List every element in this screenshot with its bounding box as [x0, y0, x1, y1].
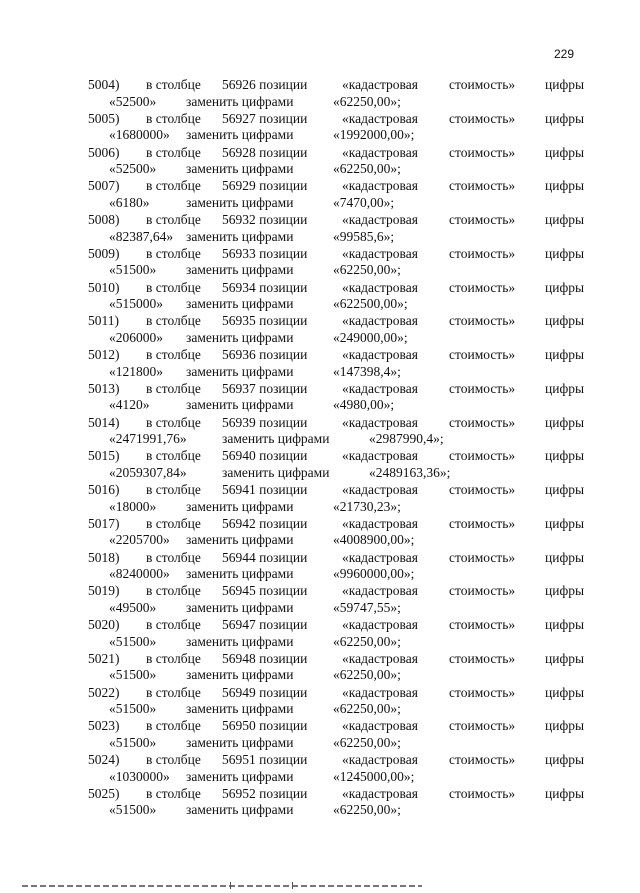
- new-value: «62250,00»;: [333, 262, 401, 278]
- replace-label: заменить цифрами: [186, 599, 294, 615]
- entry-number: 5007): [88, 178, 120, 194]
- in-column-label: в столбце: [146, 448, 201, 464]
- position-value: 56936: [222, 347, 256, 362]
- cadastral-label: «кадастровая: [342, 212, 418, 227]
- position-value: 56928: [222, 144, 256, 160]
- cadastral-label: «кадастровая: [342, 380, 418, 396]
- cadastral-label: «кадастровая: [342, 279, 418, 295]
- cadastral-label: «кадастровая: [342, 684, 418, 700]
- amendment-entry: [0, 650, 640, 684]
- position-number: [222, 717, 307, 734]
- entry-number: 5024): [88, 752, 120, 767]
- digits-label: цифры: [545, 583, 585, 599]
- position-label: позиции: [259, 77, 308, 92]
- position-number: [222, 346, 307, 363]
- cost-label: стоимость»: [449, 212, 516, 227]
- entry-number: 5017): [88, 515, 120, 531]
- position-number: [222, 481, 307, 498]
- position-number: [222, 785, 307, 802]
- amendment-entry: [0, 717, 640, 751]
- cost-label: стоимость»: [449, 617, 516, 632]
- in-column-label: в столбце: [146, 245, 201, 261]
- new-value: «4980,00»;: [333, 397, 395, 413]
- entry-number: 5005): [88, 110, 120, 126]
- new-value: «4008900,00»;: [333, 532, 415, 548]
- entry-number: 5018): [88, 549, 120, 565]
- position-label: позиции: [259, 482, 308, 497]
- entry-number: 5008): [88, 212, 120, 227]
- position-value: 56941: [222, 482, 256, 497]
- new-value: «2489163,36»;: [369, 464, 451, 480]
- position-value: 56947: [222, 617, 256, 632]
- position-label: позиции: [259, 752, 308, 767]
- position-number: [222, 245, 307, 262]
- position-number: [222, 684, 307, 701]
- old-value: «51500»: [109, 262, 157, 278]
- amendment-entry: [0, 447, 640, 481]
- position-label: позиции: [259, 380, 308, 396]
- in-column-label: в столбце: [146, 110, 201, 126]
- cadastral-label: «кадастровая: [342, 178, 418, 194]
- amendment-entry: [0, 346, 640, 380]
- amendment-entry: [0, 414, 640, 448]
- digits-label: цифры: [545, 313, 585, 329]
- new-value: «62250,00»;: [333, 633, 401, 649]
- old-value: «49500»: [109, 599, 157, 615]
- footer-rule: [22, 885, 422, 887]
- digits-label: цифры: [545, 482, 585, 497]
- cadastral-label: «кадастровая: [342, 347, 418, 362]
- cost-label: стоимость»: [449, 380, 516, 396]
- cost-label: стоимость»: [449, 549, 516, 565]
- page-number: 229: [553, 47, 574, 61]
- new-value: «1992000,00»;: [333, 127, 415, 143]
- new-value: «21730,23»;: [333, 498, 401, 514]
- position-label: позиции: [259, 650, 308, 666]
- cost-label: стоимость»: [449, 650, 516, 666]
- replace-label: заменить цифрами: [186, 228, 294, 244]
- position-number: [222, 515, 307, 532]
- digits-label: цифры: [545, 414, 585, 430]
- cadastral-label: «кадастровая: [342, 245, 418, 261]
- entry-number: 5021): [88, 650, 120, 666]
- entry-number: 5004): [88, 77, 120, 92]
- old-value: «206000»: [109, 329, 163, 345]
- new-value: «99585,6»;: [333, 228, 395, 244]
- old-value: «8240000»: [109, 566, 170, 581]
- position-label: позиции: [259, 212, 308, 227]
- position-label: позиции: [259, 785, 308, 801]
- position-label: позиции: [259, 347, 308, 362]
- old-value: «52500»: [109, 161, 157, 176]
- in-column-label: в столбце: [146, 380, 201, 396]
- entry-number: 5023): [88, 718, 120, 734]
- cost-label: стоимость»: [449, 684, 516, 700]
- new-value: «622500,00»;: [333, 296, 408, 311]
- entry-number: 5014): [88, 414, 120, 430]
- position-number: [222, 279, 307, 296]
- in-column-label: в столбце: [146, 414, 201, 430]
- amendment-entry: [0, 211, 640, 245]
- entry-number: 5011): [88, 313, 119, 329]
- entry-number: 5022): [88, 684, 120, 700]
- cadastral-label: «кадастровая: [342, 617, 418, 632]
- position-number: [222, 110, 307, 127]
- position-label: позиции: [259, 583, 308, 599]
- position-value: 56939: [222, 414, 256, 430]
- cost-label: стоимость»: [449, 245, 516, 261]
- old-value: «2471991,76»: [109, 431, 187, 446]
- replace-label: заменить цифрами: [186, 734, 294, 750]
- amendment-entry: [0, 549, 640, 583]
- amendment-entry: [0, 245, 640, 279]
- digits-label: цифры: [545, 448, 585, 464]
- cost-label: стоимость»: [449, 414, 516, 430]
- digits-label: цифры: [545, 785, 585, 801]
- replace-label: заменить цифрами: [186, 397, 294, 413]
- amendment-entry: [0, 380, 640, 414]
- cost-label: стоимость»: [449, 752, 516, 767]
- in-column-label: в столбце: [146, 313, 201, 329]
- position-value: 56937: [222, 380, 256, 396]
- replace-label: заменить цифрами: [186, 363, 294, 379]
- cadastral-label: «кадастровая: [342, 718, 418, 734]
- amendment-entry: [0, 110, 640, 144]
- position-label: позиции: [259, 279, 308, 295]
- digits-label: цифры: [545, 752, 585, 767]
- in-column-label: в столбце: [146, 482, 201, 497]
- new-value: «62250,00»;: [333, 93, 401, 109]
- position-value: 56949: [222, 684, 256, 700]
- cadastral-label: «кадастровая: [342, 752, 418, 767]
- position-number: [222, 312, 307, 329]
- cost-label: стоимость»: [449, 313, 516, 329]
- amendment-entry: [0, 616, 640, 650]
- replace-label: заменить цифрами: [186, 161, 294, 176]
- old-value: «52500»: [109, 93, 157, 109]
- cost-label: стоимость»: [449, 279, 516, 295]
- position-label: позиции: [259, 515, 308, 531]
- position-label: позиции: [259, 684, 308, 700]
- cost-label: стоимость»: [449, 144, 516, 160]
- in-column-label: в столбце: [146, 617, 201, 632]
- in-column-label: в столбце: [146, 650, 201, 666]
- cost-label: стоимость»: [449, 347, 516, 362]
- old-value: «4120»: [109, 397, 150, 413]
- replace-label: заменить цифрами: [186, 194, 294, 210]
- replace-label: заменить цифрами: [186, 127, 294, 143]
- replace-label: заменить цифрами: [186, 93, 294, 109]
- cadastral-label: «кадастровая: [342, 650, 418, 666]
- replace-label: заменить цифрами: [186, 532, 294, 548]
- position-label: позиции: [259, 313, 308, 329]
- replace-label: заменить цифрами: [186, 633, 294, 649]
- position-value: 56935: [222, 313, 256, 329]
- entry-number: 5009): [88, 245, 120, 261]
- cost-label: стоимость»: [449, 583, 516, 599]
- cadastral-label: «кадастровая: [342, 785, 418, 801]
- old-value: «51500»: [109, 734, 157, 750]
- in-column-label: в столбце: [146, 549, 201, 565]
- amendment-entry: [0, 279, 640, 313]
- amendment-entry: [0, 144, 640, 178]
- old-value: «18000»: [109, 498, 157, 514]
- entry-number: 5015): [88, 448, 120, 464]
- old-value: «121800»: [109, 363, 163, 379]
- cadastral-label: «кадастровая: [342, 110, 418, 126]
- entry-number: 5016): [88, 482, 120, 497]
- digits-label: цифры: [545, 549, 585, 565]
- amendment-entry: [0, 515, 640, 549]
- digits-label: цифры: [545, 347, 585, 362]
- entry-number: 5010): [88, 279, 120, 295]
- amendment-list: [0, 76, 640, 819]
- replace-label: заменить цифрами: [186, 701, 294, 716]
- in-column-label: в столбце: [146, 212, 201, 227]
- cadastral-label: «кадастровая: [342, 77, 418, 92]
- entry-number: 5012): [88, 347, 120, 362]
- cost-label: стоимость»: [449, 448, 516, 464]
- digits-label: цифры: [545, 279, 585, 295]
- new-value: «62250,00»;: [333, 802, 401, 818]
- old-value: «82387,64»: [109, 228, 174, 244]
- cost-label: стоимость»: [449, 785, 516, 801]
- position-value: 56934: [222, 279, 256, 295]
- digits-label: цифры: [545, 650, 585, 666]
- old-value: «51500»: [109, 633, 157, 649]
- old-value: «515000»: [109, 296, 163, 311]
- entry-number: 5019): [88, 583, 120, 599]
- replace-label: заменить цифрами: [186, 768, 294, 784]
- digits-label: цифры: [545, 178, 585, 194]
- in-column-label: в столбце: [146, 515, 201, 531]
- new-value: «9960000,00»;: [333, 566, 415, 581]
- footer-tick: [230, 882, 231, 889]
- position-number: [222, 751, 307, 768]
- position-number: [222, 447, 307, 464]
- new-value: «62250,00»;: [333, 701, 401, 716]
- in-column-label: в столбце: [146, 785, 201, 801]
- cadastral-label: «кадастровая: [342, 144, 418, 160]
- replace-label: заменить цифрами: [186, 329, 294, 345]
- position-label: позиции: [259, 617, 308, 632]
- position-label: позиции: [259, 549, 308, 565]
- position-value: 56940: [222, 448, 256, 464]
- digits-label: цифры: [545, 77, 585, 92]
- old-value: «6180»: [109, 194, 150, 210]
- old-value: «51500»: [109, 667, 157, 683]
- old-value: «2059307,84»: [109, 464, 187, 480]
- amendment-entry: [0, 582, 640, 616]
- position-value: 56929: [222, 178, 256, 194]
- cost-label: стоимость»: [449, 482, 516, 497]
- position-number: [222, 144, 307, 161]
- amendment-entry: [0, 684, 640, 718]
- position-label: позиции: [259, 110, 308, 126]
- cadastral-label: «кадастровая: [342, 414, 418, 430]
- in-column-label: в столбце: [146, 279, 201, 295]
- position-label: позиции: [259, 144, 308, 160]
- position-number: [222, 582, 307, 599]
- position-value: 56926: [222, 77, 256, 92]
- position-value: 56933: [222, 245, 256, 261]
- digits-label: цифры: [545, 617, 585, 632]
- digits-label: цифры: [545, 380, 585, 396]
- new-value: «249000,00»;: [333, 329, 408, 345]
- position-number: [222, 650, 307, 667]
- replace-label: заменить цифрами: [186, 667, 294, 683]
- cadastral-label: «кадастровая: [342, 515, 418, 531]
- replace-label: заменить цифрами: [186, 498, 294, 514]
- position-number: [222, 76, 307, 93]
- footer-tick: [292, 882, 293, 889]
- replace-label: заменить цифрами: [186, 566, 294, 581]
- replace-label: заменить цифрами: [186, 262, 294, 278]
- position-value: 56950: [222, 718, 256, 734]
- in-column-label: в столбце: [146, 718, 201, 734]
- new-value: «147398,4»;: [333, 363, 401, 379]
- position-number: [222, 616, 307, 633]
- position-value: 56952: [222, 785, 256, 801]
- digits-label: цифры: [545, 718, 585, 734]
- digits-label: цифры: [545, 144, 585, 160]
- old-value: «1030000»: [109, 768, 170, 784]
- in-column-label: в столбце: [146, 583, 201, 599]
- replace-label: заменить цифрами: [186, 802, 294, 818]
- replace-label: заменить цифрами: [186, 296, 294, 311]
- position-label: позиции: [259, 414, 308, 430]
- cadastral-label: «кадастровая: [342, 448, 418, 464]
- amendment-entry: [0, 312, 640, 346]
- in-column-label: в столбце: [146, 684, 201, 700]
- cost-label: стоимость»: [449, 515, 516, 531]
- amendment-entry: [0, 785, 640, 819]
- position-number: [222, 549, 307, 566]
- position-value: 56948: [222, 650, 256, 666]
- digits-label: цифры: [545, 515, 585, 531]
- digits-label: цифры: [545, 245, 585, 261]
- cost-label: стоимость»: [449, 77, 516, 92]
- in-column-label: в столбце: [146, 144, 201, 160]
- cadastral-label: «кадастровая: [342, 313, 418, 329]
- in-column-label: в столбце: [146, 752, 201, 767]
- digits-label: цифры: [545, 212, 585, 227]
- amendment-entry: [0, 76, 640, 110]
- entry-number: 5020): [88, 617, 120, 632]
- position-label: позиции: [259, 245, 308, 261]
- position-value: 56942: [222, 515, 256, 531]
- position-label: позиции: [259, 178, 308, 194]
- in-column-label: в столбце: [146, 77, 201, 92]
- cost-label: стоимость»: [449, 178, 516, 194]
- entry-number: 5025): [88, 785, 120, 801]
- position-number: [222, 380, 307, 397]
- position-number: [222, 211, 307, 228]
- replace-label: заменить цифрами: [222, 464, 330, 480]
- digits-label: цифры: [545, 110, 585, 126]
- cost-label: стоимость»: [449, 718, 516, 734]
- cadastral-label: «кадастровая: [342, 549, 418, 565]
- new-value: «2987990,4»;: [369, 431, 444, 446]
- amendment-entry: [0, 481, 640, 515]
- new-value: «62250,00»;: [333, 667, 401, 683]
- position-label: позиции: [259, 718, 308, 734]
- new-value: «7470,00»;: [333, 194, 395, 210]
- in-column-label: в столбце: [146, 178, 201, 194]
- cadastral-label: «кадастровая: [342, 482, 418, 497]
- old-value: «1680000»: [109, 127, 170, 143]
- new-value: «62250,00»;: [333, 161, 401, 176]
- position-label: позиции: [259, 448, 308, 464]
- position-value: 56945: [222, 583, 256, 599]
- amendment-entry: [0, 751, 640, 785]
- digits-label: цифры: [545, 684, 585, 700]
- position-value: 56951: [222, 752, 256, 767]
- replace-label: заменить цифрами: [222, 431, 330, 446]
- new-value: «1245000,00»;: [333, 768, 415, 784]
- position-value: 56932: [222, 212, 256, 227]
- old-value: «51500»: [109, 701, 157, 716]
- position-number: [222, 414, 307, 431]
- entry-number: 5013): [88, 380, 120, 396]
- cost-label: стоимость»: [449, 110, 516, 126]
- cadastral-label: «кадастровая: [342, 583, 418, 599]
- position-number: [222, 177, 307, 194]
- position-value: 56944: [222, 549, 256, 565]
- in-column-label: в столбце: [146, 347, 201, 362]
- new-value: «62250,00»;: [333, 734, 401, 750]
- position-value: 56927: [222, 110, 256, 126]
- old-value: «51500»: [109, 802, 157, 818]
- old-value: «2205700»: [109, 532, 170, 548]
- entry-number: 5006): [88, 144, 120, 160]
- new-value: «59747,55»;: [333, 599, 401, 615]
- amendment-entry: [0, 177, 640, 211]
